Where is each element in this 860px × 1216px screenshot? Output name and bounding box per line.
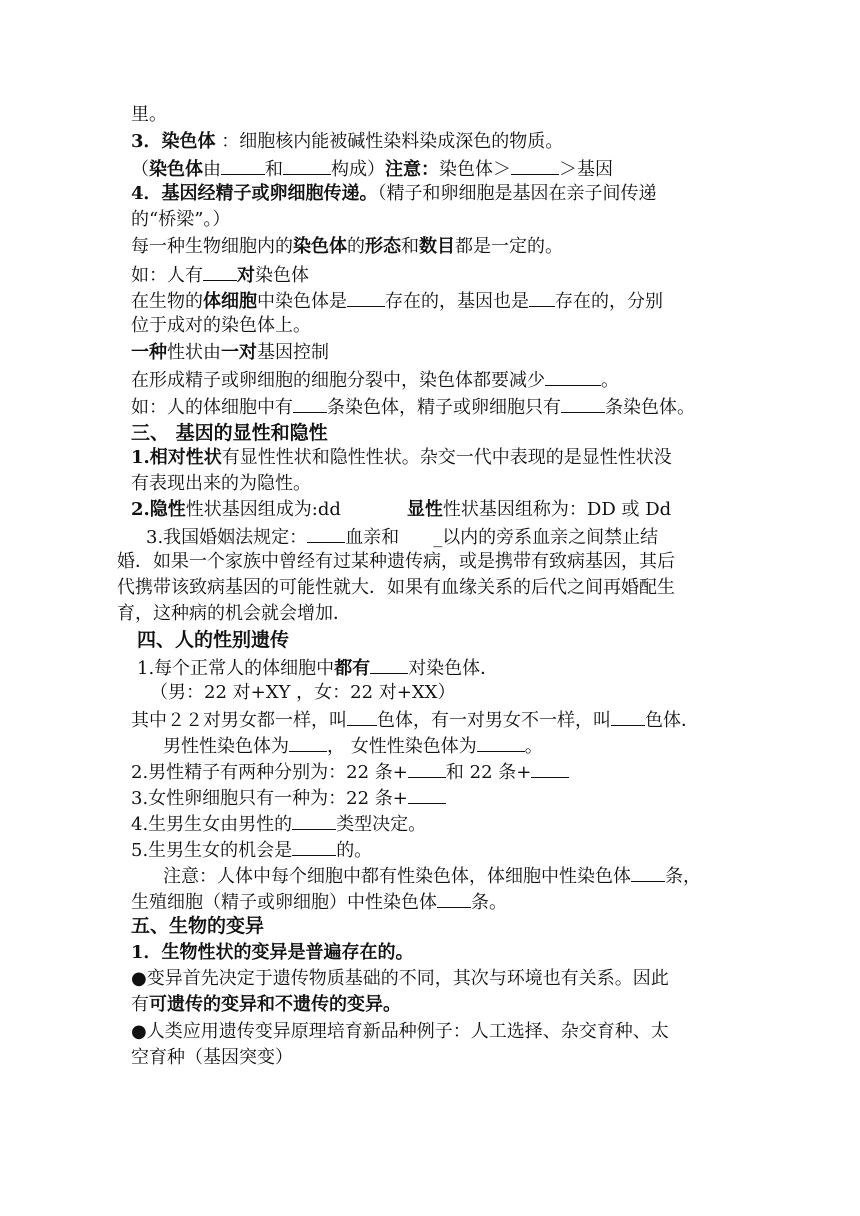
blank [347, 288, 385, 307]
section-heading-5: 五、生物的变异 [131, 915, 265, 937]
blank [307, 524, 345, 543]
text-line: （男：22 对+XY ，女：22 对+XX） [150, 682, 456, 703]
section-3-chromosome: 3．染色体 ：细胞核内能被碱性染料染成深色的物质。 [131, 131, 564, 152]
blank [631, 863, 665, 882]
text-line: 如：人有 对染色体 [131, 262, 309, 288]
text-line: 空育种（基因突变） [131, 1047, 293, 1068]
blank [511, 156, 559, 175]
blank [531, 759, 569, 778]
text-line: 生殖细胞（精子或卵细胞）中性染色体 条。 [131, 889, 507, 915]
text-line: ●人类应用遗传变异原理培育新品种例子：人工选择、杂交育种、太 [131, 1021, 669, 1042]
text-line: 3.我国婚姻法规定： 血亲和 _以内的旁系血亲之间禁止结 [146, 524, 658, 550]
chromosome-composition-line: （染色体由 和 构成）注意：染色体＞ ＞基因 [131, 156, 613, 182]
text-line: 代携带该致病基因的可能性就大．如果有血缘关系的后代之间再婚配生 [117, 577, 675, 598]
text-line: 1.每个正常人的体细胞中都有 对染色体． [137, 655, 498, 681]
section-4-heading: 4．基因经精子或卵细胞传递。（精子和卵细胞是基因在亲子间传递 [131, 183, 657, 204]
text-line: 有表现出来的为隐性。 [131, 473, 311, 494]
blank [347, 707, 377, 726]
text-line: 1．生物性状的变异是普遍存在的。 [131, 942, 414, 963]
blank [437, 889, 471, 908]
blank [292, 837, 336, 856]
text-line: 1.相对性状有显性性状和隐性性状。杂交一代中表现的是显性性状没 [131, 447, 672, 468]
section-heading-3: 三、 基因的显性和隐性 [131, 422, 328, 444]
text-line: 2.隐性性状基因组成为:dd 显性性状基因组称为：DD 或 Dd [131, 499, 672, 520]
blank [408, 785, 446, 804]
text-line: 在形成精子或卵细胞的细胞分裂中，染色体都要减少 。 [131, 367, 619, 393]
blank [221, 156, 265, 175]
text-line: 5.生男生女的机会是 的。 [131, 837, 372, 863]
text-line: 其中２２对男女都一样，叫 色体，有一对男女不一样，叫 色体． [131, 707, 699, 733]
text-line: 如：人的体细胞中有 条染色体，精子或卵细胞只有 条染色体。 [131, 394, 695, 420]
blank [611, 707, 645, 726]
text-line: 一种性状由一对基因控制 [131, 342, 329, 363]
text-line: 在生物的体细胞中染色体是 存在的，基因也是 存在的，分别 [131, 288, 663, 314]
text-line: 男性性染色体为 ， 女性性染色体为 。 [163, 733, 543, 759]
section-heading-4: 四、人的性别遗传 [137, 629, 290, 651]
text-line: 4.生男生女由男性的 类型决定。 [131, 811, 426, 837]
text-line: 3.女性卵细胞只有一种为：22 条+ [131, 785, 446, 811]
blank [203, 262, 237, 281]
blank [289, 733, 327, 752]
text-line: ●变异首先决定于遗传物质基础的不同，其次与环境也有关系。因此 [131, 968, 669, 989]
blank [545, 367, 601, 386]
text-line: 里。 [131, 104, 167, 125]
blank [293, 394, 327, 413]
text-line: 2.男性精子有两种分别为：22 条+ 和 22 条+ [131, 759, 569, 785]
blank [292, 811, 336, 830]
text-line: 注意：人体中每个细胞中都有性染色体，体细胞中性染色体 条， [163, 863, 701, 889]
text-line: 每一种生物细胞内的染色体的形态和数目都是一定的。 [131, 236, 563, 257]
blank [529, 288, 555, 307]
text-line: 育，这种病的机会就会增加． [117, 603, 351, 624]
text-line: 位于成对的染色体上。 [131, 315, 311, 336]
blank [477, 733, 525, 752]
text-line: 有可遗传的变异和不遗传的变异。 [131, 994, 401, 1015]
text-line: 的“桥梁”。） [131, 209, 231, 230]
text-line: 婚．如果一个家族中曾经有过某种遗传病，或是携带有致病基因，其后 [117, 551, 675, 572]
blank [283, 156, 331, 175]
blank [370, 655, 408, 674]
blank [561, 394, 605, 413]
blank [408, 759, 446, 778]
